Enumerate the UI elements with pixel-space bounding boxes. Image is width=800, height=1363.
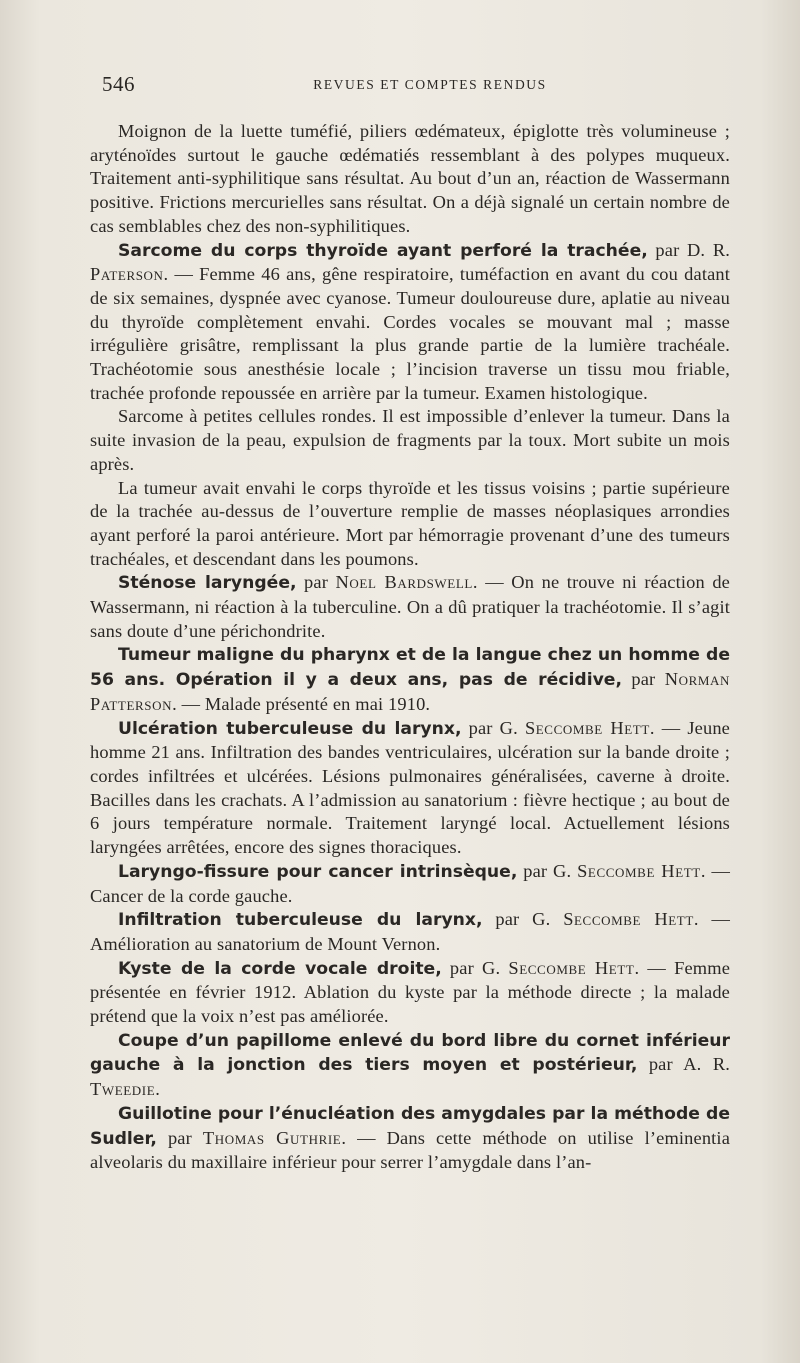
- entry-text: . — Dans cette méthode on utilise l’eminentia alveolaris du maxillaire inférieur pour serrer l’amygdale dans l’an-: [90, 1127, 731, 1173]
- entry-stenose-laryngee: [90, 571, 730, 643]
- page-header: [90, 72, 730, 102]
- entry-title: Sténose laryngée,: [118, 573, 297, 594]
- entry-by: par: [296, 572, 336, 593]
- entry-by: par G.: [517, 860, 578, 881]
- entry-title: Tumeur maligne du pharynx et de la langue chez un homme de 56 ans. Opération il y a deux ans, pas de récidive,: [90, 645, 730, 691]
- entry-author: Seccombe Hett: [563, 909, 694, 930]
- entry-text: . — Femme 46 ans, gêne respiratoire, tuméfaction en avant du cou datant de six semaines, dyspnée avec cyanose. Tumeur douloureuse dure, aplatie au niveau du thyroïde complètement envahi. Cordes vocales se mouvant mal ; masse irrégulière grisâtre, remplissant la plus grande partie de la lumière trachéale. Trachéotomie sous anesthésie locale ; l’incision traverse un tissu mou friable, trachée profonde repoussée en arrière par la tumeur. Examen histologique.: [90, 264, 730, 403]
- entry-text: . — Amélioration au sanatorium de Mount Vernon.: [90, 909, 731, 954]
- entry-author: Norman Patterson: [90, 669, 730, 714]
- entry-ulceration-tuberculeuse: [90, 717, 730, 860]
- paragraph-continuation: [90, 120, 730, 239]
- paragraph-text: Sarcome à petites cellules rondes. Il est impossible d’enlever la tumeur. Dans la suite invasion de la peau, expulsion de fragments par la toux. Mort subite un mois après.: [90, 406, 730, 474]
- entry-text: . — Femme présentée en février 1912. Ablation du kyste par la méthode directe ; la malade prétend que la voix n’est pas améliorée.: [90, 957, 731, 1027]
- entry-author: Seccombe Hett: [524, 717, 650, 738]
- entry-title: Kyste de la corde vocale droite,: [118, 958, 442, 979]
- entry-tumeur-maligne-pharynx: [90, 643, 730, 716]
- entry-by: par G.: [461, 717, 525, 738]
- entry-author: Tweedie: [90, 1079, 156, 1100]
- entry-laryngo-fissure: [90, 860, 730, 908]
- entry-title: Ulcération tuberculeuse du larynx,: [118, 718, 462, 739]
- page-number: 546: [102, 72, 135, 96]
- entry-author: Seccombe Hett: [508, 957, 635, 978]
- entry-title: Sarcome du corps thyroïde ayant perforé la trachée,: [118, 240, 648, 261]
- body-text: [90, 120, 730, 1175]
- entry-title: Coupe d’un papillome enlevé du bord libre du cornet inférieur gauche à la jonction des tiers moyen et postérieur,: [90, 1030, 730, 1076]
- entry-title: Laryngo-fissure pour cancer intrinsèque,: [118, 861, 518, 882]
- entry-by: par A. R.: [637, 1054, 730, 1075]
- running-title: REVUES ET COMPTES RENDUS: [313, 77, 547, 92]
- entry-text: .: [155, 1079, 160, 1100]
- paragraph-sarcome-cellules: [90, 405, 730, 476]
- entry-author: Seccombe Hett: [577, 860, 701, 881]
- entry-by: par G.: [441, 957, 509, 978]
- entry-by: par G.: [482, 909, 564, 930]
- entry-text: . — Cancer de la corde gauche.: [90, 860, 730, 906]
- paragraph-text: Moignon de la luette tuméfié, piliers œdémateux, épiglotte très volumineuse ; aryténoïdes surtout le gauche œdématiés ressemblant à des polypes muqueux. Traitement anti-syphilitique sans résultat. Au bout d’un an, réaction de Wassermann positive. Frictions mercurielles sans résultat. On a déjà signalé un certain nombre de cas semblables chez des non-syphilitiques.: [90, 121, 730, 236]
- entry-text: . — On ne trouve ni réaction de Wassermann, ni réaction à la tuberculine. On a dû pratiquer la trachéotomie. Il s’agit sans doute d’une périchondrite.: [90, 572, 730, 641]
- entry-kyste-corde-vocale: [90, 957, 730, 1029]
- paragraph-tumeur-envahi: [90, 477, 730, 572]
- entry-guillotine-amygdales: [90, 1102, 730, 1175]
- entry-text: . — Jeune homme 21 ans. Infiltration des bandes ventriculaires, ulcération sur la bande droite ; cordes infiltrées et ulcérées. Lésions pulmonaires généralisées, caverne à droite. Bacilles dans les crachats. A l’admission au sanatorium : fièvre hectique ; au bout de 6 jours température normale. Traitement laryngé local. Actuellement lésions laryngées arrêtées, encore des signes thoraciques.: [90, 717, 730, 858]
- entry-author: Paterson: [90, 264, 164, 285]
- entry-infiltration-tuberculeuse: [90, 908, 730, 956]
- entry-author: Noel Bardswell: [335, 572, 473, 593]
- entry-author: Thomas Guthrie: [202, 1127, 342, 1148]
- entry-title: Guillotine pour l’énucléation des amygdales par la méthode de Sudler,: [90, 1103, 730, 1149]
- entry-coupe-papillome: [90, 1029, 730, 1102]
- entry-by: par: [621, 669, 665, 690]
- entry-text: . — Malade présenté en mai 1910.: [172, 693, 431, 714]
- entry-sarcome-thyroide: [90, 239, 730, 406]
- paragraph-text: La tumeur avait envahi le corps thyroïde et les tissus voisins ; partie supérieure de la trachée au-dessus de l’ouverture remplie de masses néoplasiques arrondies ayant perforé la paroi antérieure. Mort par hémorragie provenant d’une des tumeurs trachéales, et descendant dans les poumons.: [90, 477, 730, 569]
- entry-title: Infiltration tuberculeuse du larynx,: [118, 910, 483, 931]
- entry-by: par D. R.: [647, 239, 730, 260]
- entry-by: par: [156, 1127, 203, 1148]
